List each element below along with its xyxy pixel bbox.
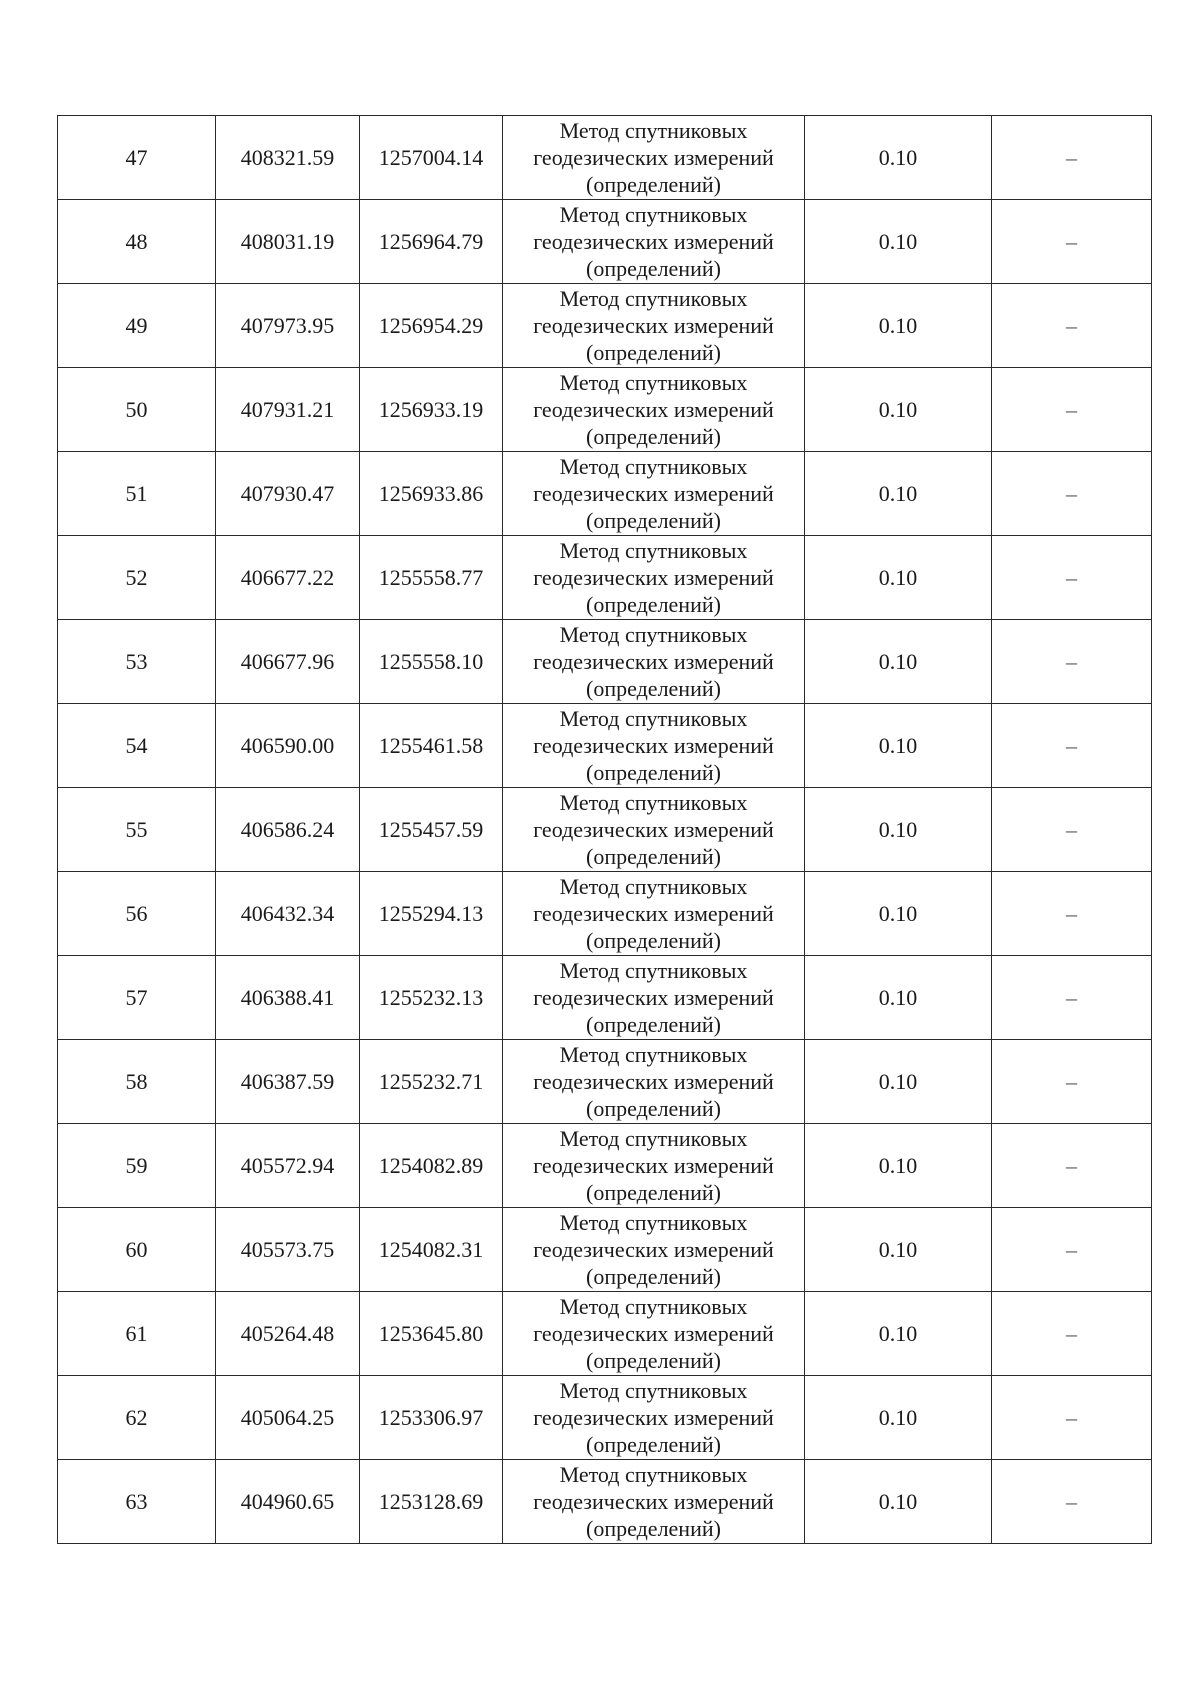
table-row xyxy=(58,368,1152,452)
method-text: Метод спутниковых геодезических измерений (определений) xyxy=(533,622,774,701)
accuracy-text: 0.10 xyxy=(878,1321,918,1346)
y-text: 1255232.71 xyxy=(378,1069,484,1094)
point-number-cell xyxy=(58,1292,216,1376)
y-text: 1256954.29 xyxy=(378,313,484,338)
point-number-cell xyxy=(58,368,216,452)
num-text: 61 xyxy=(125,1321,148,1346)
num-text: 62 xyxy=(125,1405,148,1430)
y-text: 1255558.77 xyxy=(378,565,484,590)
coordinate-x-cell xyxy=(216,620,360,704)
accuracy-text: 0.10 xyxy=(878,733,918,758)
method-cell xyxy=(503,1040,805,1124)
coordinate-x-cell xyxy=(216,1460,360,1544)
description-cell xyxy=(992,284,1152,368)
y-text: 1256933.86 xyxy=(378,481,484,506)
accuracy-text: 0.10 xyxy=(878,145,918,170)
point-number-cell xyxy=(58,1208,216,1292)
description-text: – xyxy=(1066,901,1077,926)
num-text: 56 xyxy=(125,901,148,926)
method-cell xyxy=(503,704,805,788)
description-cell xyxy=(992,956,1152,1040)
method-cell xyxy=(503,956,805,1040)
description-text: – xyxy=(1066,229,1077,254)
accuracy-cell xyxy=(805,284,992,368)
method-text: Метод спутниковых геодезических измерений (определений) xyxy=(533,706,774,785)
accuracy-cell xyxy=(805,788,992,872)
coordinate-y-cell xyxy=(360,704,503,788)
num-text: 54 xyxy=(125,733,148,758)
description-text: – xyxy=(1066,397,1077,422)
coordinate-x-cell xyxy=(216,788,360,872)
num-text: 48 xyxy=(125,229,148,254)
description-text: – xyxy=(1066,733,1077,758)
x-text: 407973.95 xyxy=(240,313,335,338)
y-text: 1255558.10 xyxy=(378,649,484,674)
description-cell xyxy=(992,536,1152,620)
num-text: 59 xyxy=(125,1153,148,1178)
y-text: 1253128.69 xyxy=(378,1489,484,1514)
method-cell xyxy=(503,1460,805,1544)
method-text: Метод спутниковых геодезических измерений (определений) xyxy=(533,118,774,197)
coordinate-x-cell xyxy=(216,872,360,956)
num-text: 53 xyxy=(125,649,148,674)
y-text: 1254082.89 xyxy=(378,1153,484,1178)
method-text: Метод спутниковых геодезических измерений (определений) xyxy=(533,1126,774,1205)
accuracy-text: 0.10 xyxy=(878,1489,918,1514)
description-text: – xyxy=(1066,1153,1077,1178)
coordinate-x-cell xyxy=(216,284,360,368)
accuracy-cell xyxy=(805,452,992,536)
method-cell xyxy=(503,620,805,704)
accuracy-cell xyxy=(805,200,992,284)
method-cell xyxy=(503,452,805,536)
description-text: – xyxy=(1066,145,1077,170)
accuracy-text: 0.10 xyxy=(878,1237,918,1262)
accuracy-text: 0.10 xyxy=(878,901,918,926)
num-text: 50 xyxy=(125,397,148,422)
method-text: Метод спутниковых геодезических измерений (определений) xyxy=(533,202,774,281)
coordinate-y-cell xyxy=(360,1460,503,1544)
coordinate-y-cell xyxy=(360,536,503,620)
y-text: 1255232.13 xyxy=(378,985,484,1010)
method-text: Метод спутниковых геодезических измерений (определений) xyxy=(533,1462,774,1541)
x-text: 406590.00 xyxy=(240,733,335,758)
x-text: 405573.75 xyxy=(240,1237,335,1262)
table-row xyxy=(58,1376,1152,1460)
table-row xyxy=(58,1124,1152,1208)
x-text: 407931.21 xyxy=(240,397,335,422)
description-cell xyxy=(992,620,1152,704)
description-cell xyxy=(992,704,1152,788)
accuracy-text: 0.10 xyxy=(878,817,918,842)
method-cell xyxy=(503,284,805,368)
method-text: Метод спутниковых геодезических измерений (определений) xyxy=(533,874,774,953)
table-row xyxy=(58,536,1152,620)
accuracy-cell xyxy=(805,704,992,788)
table-row xyxy=(58,116,1152,200)
method-text: Метод спутниковых геодезических измерений (определений) xyxy=(533,454,774,533)
accuracy-cell xyxy=(805,1292,992,1376)
table-row xyxy=(58,1460,1152,1544)
method-cell xyxy=(503,536,805,620)
description-cell xyxy=(992,1292,1152,1376)
coordinate-y-cell xyxy=(360,1040,503,1124)
accuracy-text: 0.10 xyxy=(878,229,918,254)
method-cell xyxy=(503,1292,805,1376)
num-text: 58 xyxy=(125,1069,148,1094)
x-text: 406388.41 xyxy=(240,985,335,1010)
x-text: 405572.94 xyxy=(240,1153,335,1178)
description-cell xyxy=(992,452,1152,536)
x-text: 406677.22 xyxy=(240,565,335,590)
point-number-cell xyxy=(58,452,216,536)
x-text: 404960.65 xyxy=(240,1489,335,1514)
method-text: Метод спутниковых геодезических измерений (определений) xyxy=(533,958,774,1037)
y-text: 1255457.59 xyxy=(378,817,484,842)
x-text: 408031.19 xyxy=(240,229,335,254)
method-text: Метод спутниковых геодезических измерений (определений) xyxy=(533,1378,774,1457)
x-text: 405064.25 xyxy=(240,1405,335,1430)
method-cell xyxy=(503,368,805,452)
coordinate-x-cell xyxy=(216,1208,360,1292)
y-text: 1256933.19 xyxy=(378,397,484,422)
coordinate-x-cell xyxy=(216,452,360,536)
description-text: – xyxy=(1066,565,1077,590)
table-row xyxy=(58,620,1152,704)
document-page xyxy=(57,115,1151,1544)
y-text: 1255461.58 xyxy=(378,733,484,758)
num-text: 57 xyxy=(125,985,148,1010)
method-text: Метод спутниковых геодезических измерений (определений) xyxy=(533,1294,774,1373)
table-row xyxy=(58,704,1152,788)
x-text: 406387.59 xyxy=(240,1069,335,1094)
point-number-cell xyxy=(58,1376,216,1460)
coordinate-x-cell xyxy=(216,368,360,452)
coordinate-y-cell xyxy=(360,788,503,872)
x-text: 406586.24 xyxy=(240,817,335,842)
method-text: Метод спутниковых геодезических измерений (определений) xyxy=(533,790,774,869)
y-text: 1256964.79 xyxy=(378,229,484,254)
description-text: – xyxy=(1066,1069,1077,1094)
accuracy-cell xyxy=(805,872,992,956)
accuracy-cell xyxy=(805,956,992,1040)
description-cell xyxy=(992,872,1152,956)
table-row xyxy=(58,1292,1152,1376)
point-number-cell xyxy=(58,1460,216,1544)
accuracy-cell xyxy=(805,1208,992,1292)
coordinate-x-cell xyxy=(216,536,360,620)
point-number-cell xyxy=(58,872,216,956)
point-number-cell xyxy=(58,284,216,368)
coordinate-x-cell xyxy=(216,956,360,1040)
table-row xyxy=(58,1040,1152,1124)
num-text: 49 xyxy=(125,313,148,338)
accuracy-cell xyxy=(805,620,992,704)
description-cell xyxy=(992,1040,1152,1124)
accuracy-cell xyxy=(805,1124,992,1208)
method-text: Метод спутниковых геодезических измерений (определений) xyxy=(533,1210,774,1289)
method-cell xyxy=(503,200,805,284)
coordinate-x-cell xyxy=(216,200,360,284)
description-cell xyxy=(992,1208,1152,1292)
point-number-cell xyxy=(58,704,216,788)
accuracy-cell xyxy=(805,368,992,452)
description-text: – xyxy=(1066,1237,1077,1262)
point-number-cell xyxy=(58,956,216,1040)
coordinate-y-cell xyxy=(360,1208,503,1292)
description-cell xyxy=(992,116,1152,200)
x-text: 408321.59 xyxy=(240,145,335,170)
description-text: – xyxy=(1066,1321,1077,1346)
coordinates-table xyxy=(57,115,1152,1544)
coordinate-x-cell xyxy=(216,1376,360,1460)
accuracy-text: 0.10 xyxy=(878,397,918,422)
x-text: 405264.48 xyxy=(240,1321,335,1346)
coordinate-x-cell xyxy=(216,116,360,200)
accuracy-cell xyxy=(805,536,992,620)
description-cell xyxy=(992,200,1152,284)
table-row xyxy=(58,872,1152,956)
description-cell xyxy=(992,1124,1152,1208)
description-text: – xyxy=(1066,985,1077,1010)
num-text: 55 xyxy=(125,817,148,842)
y-text: 1257004.14 xyxy=(378,145,484,170)
y-text: 1255294.13 xyxy=(378,901,484,926)
x-text: 406432.34 xyxy=(240,901,335,926)
coordinate-x-cell xyxy=(216,1292,360,1376)
accuracy-text: 0.10 xyxy=(878,1153,918,1178)
coordinate-y-cell xyxy=(360,116,503,200)
accuracy-text: 0.10 xyxy=(878,1405,918,1430)
method-cell xyxy=(503,872,805,956)
point-number-cell xyxy=(58,200,216,284)
description-cell xyxy=(992,1376,1152,1460)
method-cell xyxy=(503,1376,805,1460)
coordinate-y-cell xyxy=(360,620,503,704)
method-text: Метод спутниковых геодезических измерений (определений) xyxy=(533,286,774,365)
coordinate-y-cell xyxy=(360,872,503,956)
point-number-cell xyxy=(58,536,216,620)
description-cell xyxy=(992,1460,1152,1544)
y-text: 1253645.80 xyxy=(378,1321,484,1346)
y-text: 1254082.31 xyxy=(378,1237,484,1262)
method-cell xyxy=(503,1124,805,1208)
coordinate-y-cell xyxy=(360,452,503,536)
method-cell xyxy=(503,116,805,200)
description-text: – xyxy=(1066,1405,1077,1430)
coordinate-y-cell xyxy=(360,1292,503,1376)
point-number-cell xyxy=(58,1040,216,1124)
accuracy-cell xyxy=(805,1040,992,1124)
accuracy-text: 0.10 xyxy=(878,1069,918,1094)
description-text: – xyxy=(1066,649,1077,674)
x-text: 407930.47 xyxy=(240,481,335,506)
accuracy-text: 0.10 xyxy=(878,481,918,506)
num-text: 47 xyxy=(125,145,148,170)
coordinate-y-cell xyxy=(360,1376,503,1460)
coordinates-table-body xyxy=(58,116,1152,1544)
description-text: – xyxy=(1066,313,1077,338)
description-text: – xyxy=(1066,481,1077,506)
accuracy-text: 0.10 xyxy=(878,649,918,674)
table-row xyxy=(58,956,1152,1040)
coordinate-x-cell xyxy=(216,1040,360,1124)
method-text: Метод спутниковых геодезических измерений (определений) xyxy=(533,370,774,449)
description-cell xyxy=(992,788,1152,872)
accuracy-cell xyxy=(805,1376,992,1460)
table-row xyxy=(58,200,1152,284)
y-text: 1253306.97 xyxy=(378,1405,484,1430)
coordinate-y-cell xyxy=(360,1124,503,1208)
description-cell xyxy=(992,368,1152,452)
accuracy-text: 0.10 xyxy=(878,313,918,338)
method-cell xyxy=(503,1208,805,1292)
accuracy-text: 0.10 xyxy=(878,565,918,590)
num-text: 52 xyxy=(125,565,148,590)
num-text: 60 xyxy=(125,1237,148,1262)
coordinate-x-cell xyxy=(216,1124,360,1208)
point-number-cell xyxy=(58,788,216,872)
x-text: 406677.96 xyxy=(240,649,335,674)
table-row xyxy=(58,788,1152,872)
accuracy-text: 0.10 xyxy=(878,985,918,1010)
coordinate-y-cell xyxy=(360,956,503,1040)
coordinate-y-cell xyxy=(360,200,503,284)
num-text: 51 xyxy=(125,481,148,506)
accuracy-cell xyxy=(805,116,992,200)
method-text: Метод спутниковых геодезических измерений (определений) xyxy=(533,1042,774,1121)
point-number-cell xyxy=(58,1124,216,1208)
point-number-cell xyxy=(58,620,216,704)
table-row xyxy=(58,1208,1152,1292)
method-cell xyxy=(503,788,805,872)
coordinate-x-cell xyxy=(216,704,360,788)
point-number-cell xyxy=(58,116,216,200)
description-text: – xyxy=(1066,1489,1077,1514)
coordinate-y-cell xyxy=(360,368,503,452)
table-row xyxy=(58,284,1152,368)
method-text: Метод спутниковых геодезических измерений (определений) xyxy=(533,538,774,617)
coordinate-y-cell xyxy=(360,284,503,368)
accuracy-cell xyxy=(805,1460,992,1544)
description-text: – xyxy=(1066,817,1077,842)
num-text: 63 xyxy=(125,1489,148,1514)
table-row xyxy=(58,452,1152,536)
